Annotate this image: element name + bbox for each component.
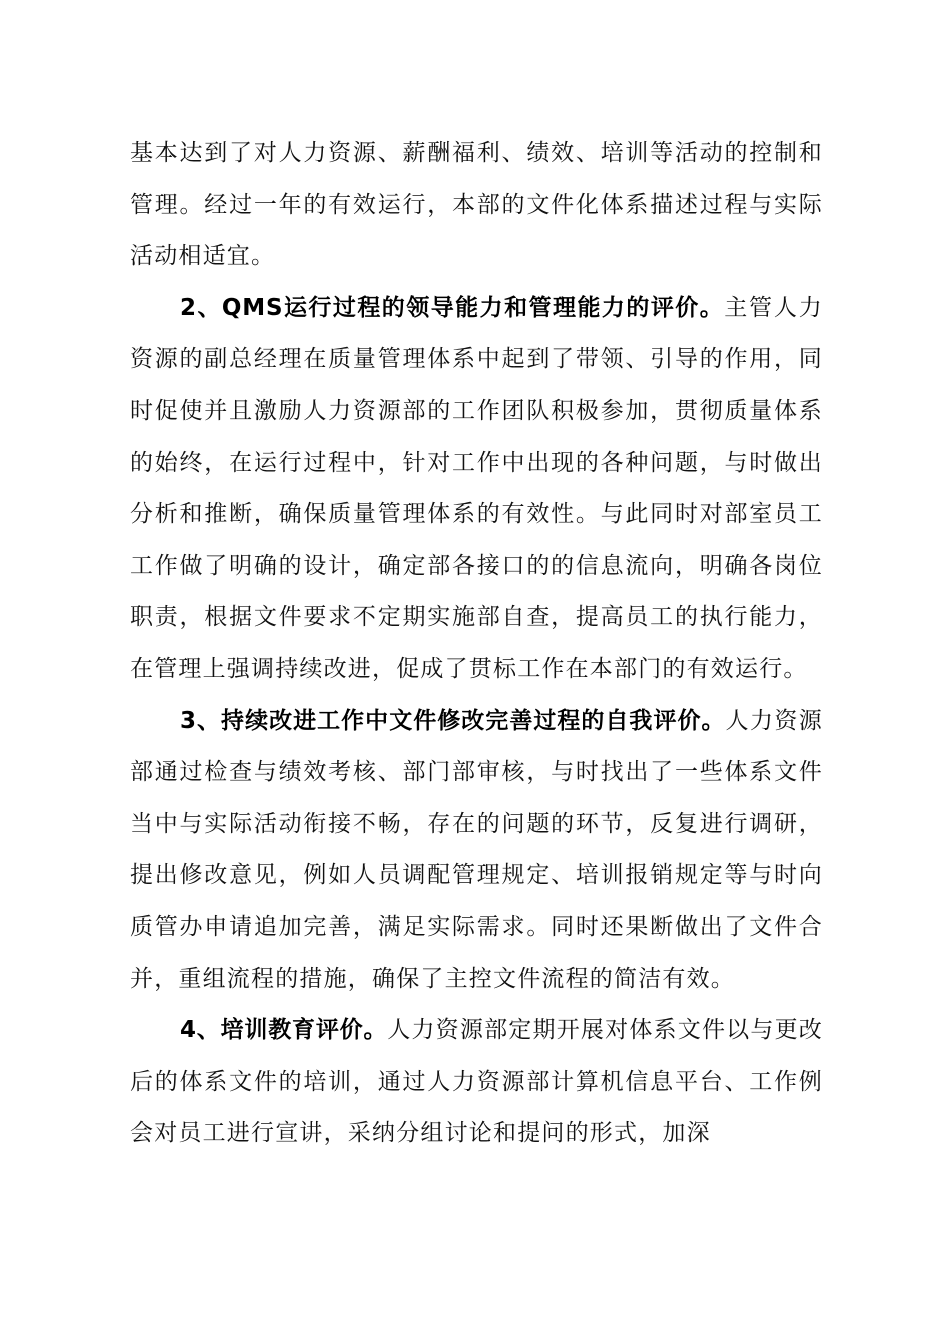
paragraph-3-text: 人力资源部通过检查与绩效考核、部门部审核，与时找出了一些体系文件当中与实际活动衔接不畅，存在的问题的环节，反复进行调研，提出修改意见，例如人员调配管理规定、培训报销规定等与时向质管办申请追加完善，满足实际需求。同时还果断做出了文件合并，重组流程的措施，确保了主控文件流程的简洁有效。 — [130, 707, 823, 992]
paragraph-4 — [130, 1005, 823, 1160]
paragraph-2 — [130, 283, 823, 696]
paragraph-4-heading: 4、培训教育评价。 — [180, 1017, 388, 1044]
paragraph-2-text: 主管人力资源的副总经理在质量管理体系中起到了带领、引导的作用，同时促使并且激励人力资源部的工作团队积极参加，贯彻质量体系的始终，在运行过程中，针对工作中出现的各种问题，与时做出分析和推断，确保质量管理体系的有效性。与此同时对部室员工工作做了明确的设计，确定部各接口的的信息流向，明确各岗位职责，根据文件要求不定期实施部自查，提高员工的执行能力，在管理上强调持续改进，促成了贯标工作在本部门的有效运行。 — [130, 294, 823, 682]
paragraph-3-heading: 3、持续改进工作中文件修改完善过程的自我评价。 — [180, 707, 726, 734]
paragraph-1 — [130, 128, 823, 283]
document-body — [130, 128, 823, 1160]
paragraph-1-text: 基本达到了对人力资源、薪酬福利、绩效、培训等活动的控制和管理。经过一年的有效运行，本部的文件化体系描述过程与实际活动相适宜。 — [130, 140, 823, 270]
paragraph-2-heading: 2、QMS运行过程的领导能力和管理能力的评价。 — [180, 294, 725, 321]
paragraph-3 — [130, 696, 823, 1006]
paragraph-4-text: 人力资源部定期开展对体系文件以与更改后的体系文件的培训，通过人力资源部计算机信息平台、工作例会对员工进行宣讲，采纳分组讨论和提问的形式，加深 — [130, 1017, 823, 1147]
